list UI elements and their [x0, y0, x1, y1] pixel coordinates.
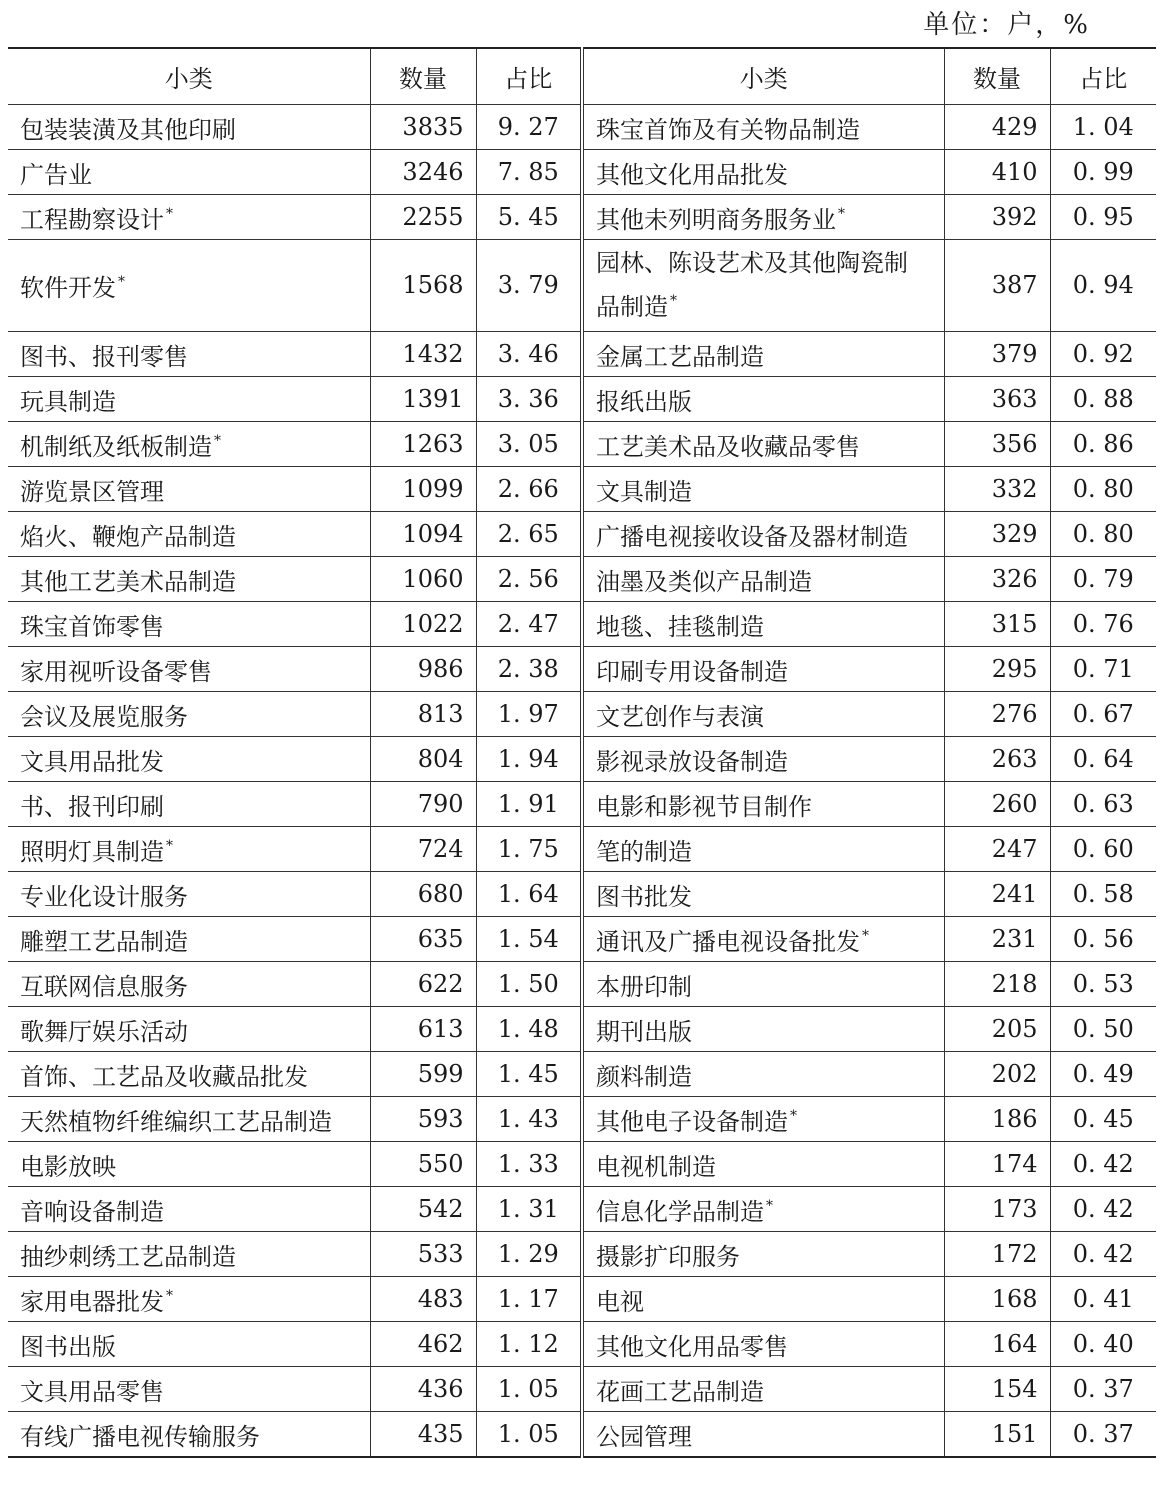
category-name: 图书出版: [20, 1332, 116, 1361]
footnote-mark: *: [166, 837, 173, 854]
category-cell-right: [582, 646, 944, 691]
table-row: [8, 511, 1156, 556]
share-cell-left: 1. 05: [476, 1411, 582, 1457]
category-cell-right: [582, 1366, 944, 1411]
count-cell-right: 218: [944, 961, 1050, 1006]
share-cell-left: 2. 65: [476, 511, 582, 556]
category-name: 包装装潢及其他印刷: [20, 115, 236, 144]
category-name: 期刊出版: [596, 1017, 692, 1046]
share-cell-right: 0. 60: [1050, 826, 1156, 871]
count-cell-right: 172: [944, 1231, 1050, 1276]
count-cell-left: 680: [370, 871, 476, 916]
category-cell-right: [582, 691, 944, 736]
count-cell-left: 550: [370, 1141, 476, 1186]
category-cell-left: [8, 1366, 370, 1411]
category-name: 工艺美术品及收藏品零售: [596, 432, 860, 461]
count-cell-right: 202: [944, 1051, 1050, 1096]
share-cell-left: 9. 27: [476, 104, 582, 149]
category-name: 文具用品零售: [20, 1377, 164, 1406]
category-name: 信息化学品制造: [596, 1197, 764, 1226]
category-cell-right: [582, 1411, 944, 1457]
category-cell-left: [8, 1096, 370, 1141]
share-cell-left: 1. 97: [476, 691, 582, 736]
share-cell-left: 1. 12: [476, 1321, 582, 1366]
share-cell-left: 2. 38: [476, 646, 582, 691]
count-cell-right: 205: [944, 1006, 1050, 1051]
table-row: [8, 1276, 1156, 1321]
share-cell-left: 5. 45: [476, 194, 582, 239]
count-cell-right: 168: [944, 1276, 1050, 1321]
category-name: 园林、陈设艺术及其他陶瓷制品制造: [596, 249, 908, 321]
table-row: [8, 1006, 1156, 1051]
share-cell-left: 2. 56: [476, 556, 582, 601]
category-name: 花画工艺品制造: [596, 1377, 764, 1406]
category-name: 软件开发: [20, 274, 116, 302]
unit-label: 单位：户，%: [923, 10, 1090, 40]
category-name: 颜料制造: [596, 1062, 692, 1091]
share-cell-right: 0. 99: [1050, 149, 1156, 194]
category-name: 电影放映: [20, 1152, 116, 1181]
category-name: 首饰、工艺品及收藏品批发: [20, 1062, 308, 1091]
share-cell-left: 1. 50: [476, 961, 582, 1006]
table-row: [8, 104, 1156, 149]
table-row: [8, 1411, 1156, 1457]
category-cell-right: [582, 331, 944, 376]
count-cell-right: 410: [944, 149, 1050, 194]
category-cell-left: [8, 1141, 370, 1186]
category-cell-right: [582, 871, 944, 916]
category-name: 本册印制: [596, 972, 692, 1001]
count-cell-right: 295: [944, 646, 1050, 691]
share-cell-left: 3. 79: [476, 239, 582, 331]
share-cell-right: 0. 42: [1050, 1186, 1156, 1231]
category-name: 抽纱刺绣工艺品制造: [20, 1242, 236, 1271]
share-cell-right: 0. 67: [1050, 691, 1156, 736]
count-cell-left: 3835: [370, 104, 476, 149]
category-name: 其他文化用品批发: [596, 160, 788, 189]
footnote-mark: *: [766, 1197, 773, 1214]
category-name: 有线广播电视传输服务: [20, 1422, 260, 1451]
share-cell-right: 0. 76: [1050, 601, 1156, 646]
category-cell-left: [8, 781, 370, 826]
category-name: 机制纸及纸板制造: [20, 432, 212, 461]
category-name: 印刷专用设备制造: [596, 657, 788, 686]
count-cell-right: 315: [944, 601, 1050, 646]
share-cell-right: 0. 86: [1050, 421, 1156, 466]
category-name: 公园管理: [596, 1422, 692, 1451]
category-name: 电视机制造: [596, 1152, 716, 1181]
category-name: 专业化设计服务: [20, 882, 188, 911]
category-cell-left: [8, 376, 370, 421]
share-cell-right: 0. 50: [1050, 1006, 1156, 1051]
count-cell-right: 231: [944, 916, 1050, 961]
share-cell-left: 1. 54: [476, 916, 582, 961]
category-cell-right: [582, 1276, 944, 1321]
category-cell-left: [8, 1186, 370, 1231]
table-row: [8, 1096, 1156, 1141]
count-cell-left: 436: [370, 1366, 476, 1411]
category-cell-right: [582, 239, 944, 331]
category-cell-right: [582, 421, 944, 466]
share-cell-left: 3. 46: [476, 331, 582, 376]
table-row: [8, 826, 1156, 871]
category-cell-left: [8, 331, 370, 376]
count-cell-right: 356: [944, 421, 1050, 466]
category-cell-right: [582, 916, 944, 961]
category-cell-right: [582, 466, 944, 511]
count-cell-left: 1060: [370, 556, 476, 601]
footnote-mark: *: [166, 205, 173, 222]
count-cell-left: 435: [370, 1411, 476, 1457]
count-cell-right: 276: [944, 691, 1050, 736]
category-name: 文具用品批发: [20, 747, 164, 776]
industry-table: [8, 47, 1156, 1458]
share-cell-left: 2. 47: [476, 601, 582, 646]
category-cell-left: [8, 149, 370, 194]
category-cell-left: [8, 466, 370, 511]
category-name: 广播电视接收设备及器材制造: [596, 522, 908, 551]
count-cell-right: 326: [944, 556, 1050, 601]
header-count-left: 数量: [370, 48, 476, 104]
footnote-mark: *: [838, 205, 845, 222]
table-row: [8, 194, 1156, 239]
table-row: [8, 376, 1156, 421]
table-row: [8, 646, 1156, 691]
category-cell-right: [582, 1006, 944, 1051]
count-cell-right: 260: [944, 781, 1050, 826]
count-cell-right: 387: [944, 239, 1050, 331]
category-name: 图书、报刊零售: [20, 342, 188, 371]
category-cell-left: [8, 916, 370, 961]
share-cell-right: 0. 53: [1050, 961, 1156, 1006]
category-cell-left: [8, 1051, 370, 1096]
header-count-right: 数量: [944, 48, 1050, 104]
share-cell-right: 0. 37: [1050, 1411, 1156, 1457]
category-cell-left: [8, 421, 370, 466]
category-cell-left: [8, 104, 370, 149]
category-name: 珠宝首饰零售: [20, 612, 164, 641]
category-cell-right: [582, 1051, 944, 1096]
category-cell-left: [8, 826, 370, 871]
share-cell-right: 0. 49: [1050, 1051, 1156, 1096]
count-cell-right: 186: [944, 1096, 1050, 1141]
category-cell-right: [582, 736, 944, 781]
share-cell-right: 0. 95: [1050, 194, 1156, 239]
count-cell-left: 790: [370, 781, 476, 826]
category-cell-right: [582, 1141, 944, 1186]
count-cell-left: 599: [370, 1051, 476, 1096]
header-category-right: 小类: [582, 48, 944, 104]
table-row: [8, 871, 1156, 916]
footnote-mark: *: [214, 432, 221, 449]
category-name: 照明灯具制造: [20, 837, 164, 866]
category-cell-left: [8, 961, 370, 1006]
category-cell-right: [582, 781, 944, 826]
category-name: 笔的制造: [596, 837, 692, 866]
category-name: 地毯、挂毯制造: [596, 612, 764, 641]
category-cell-left: [8, 239, 370, 331]
header-category-left: 小类: [8, 48, 370, 104]
category-name: 游览景区管理: [20, 477, 164, 506]
share-cell-left: 1. 94: [476, 736, 582, 781]
category-cell-left: [8, 1006, 370, 1051]
table-row: [8, 1366, 1156, 1411]
category-cell-right: [582, 1231, 944, 1276]
share-cell-left: 1. 31: [476, 1186, 582, 1231]
category-name: 音响设备制造: [20, 1197, 164, 1226]
category-name: 通讯及广播电视设备批发: [596, 927, 860, 956]
share-cell-left: 1. 91: [476, 781, 582, 826]
category-cell-left: [8, 646, 370, 691]
category-cell-left: [8, 556, 370, 601]
category-cell-right: [582, 601, 944, 646]
count-cell-left: 462: [370, 1321, 476, 1366]
count-cell-right: 392: [944, 194, 1050, 239]
share-cell-right: 0. 42: [1050, 1231, 1156, 1276]
count-cell-right: 332: [944, 466, 1050, 511]
category-cell-right: [582, 961, 944, 1006]
count-cell-left: 1263: [370, 421, 476, 466]
count-cell-right: 241: [944, 871, 1050, 916]
count-cell-right: 379: [944, 331, 1050, 376]
share-cell-right: 0. 37: [1050, 1366, 1156, 1411]
table-row: [8, 1231, 1156, 1276]
count-cell-left: 2255: [370, 194, 476, 239]
category-cell-right: [582, 1321, 944, 1366]
category-name: 其他工艺美术品制造: [20, 567, 236, 596]
share-cell-left: 1. 48: [476, 1006, 582, 1051]
header-share-right: 占比: [1050, 48, 1156, 104]
category-name: 珠宝首饰及有关物品制造: [596, 115, 860, 144]
category-name: 文具制造: [596, 477, 692, 506]
category-cell-left: [8, 1411, 370, 1457]
table-row: [8, 331, 1156, 376]
share-cell-right: 0. 79: [1050, 556, 1156, 601]
count-cell-right: 429: [944, 104, 1050, 149]
category-cell-left: [8, 1276, 370, 1321]
table-row: [8, 466, 1156, 511]
table-row: [8, 239, 1156, 331]
table-row: [8, 1186, 1156, 1231]
share-cell-right: 1. 04: [1050, 104, 1156, 149]
table-row: [8, 556, 1156, 601]
count-cell-left: 3246: [370, 149, 476, 194]
category-cell-right: [582, 1186, 944, 1231]
category-name: 家用电器批发: [20, 1287, 164, 1316]
share-cell-left: 3. 05: [476, 421, 582, 466]
count-cell-right: 363: [944, 376, 1050, 421]
category-name: 电视: [596, 1287, 644, 1316]
table-row: [8, 691, 1156, 736]
count-cell-right: 154: [944, 1366, 1050, 1411]
header-share-left: 占比: [476, 48, 582, 104]
share-cell-left: 1. 05: [476, 1366, 582, 1411]
count-cell-left: 1094: [370, 511, 476, 556]
count-cell-left: 1099: [370, 466, 476, 511]
share-cell-right: 0. 88: [1050, 376, 1156, 421]
category-cell-left: [8, 1321, 370, 1366]
table-row: [8, 421, 1156, 466]
count-cell-left: 483: [370, 1276, 476, 1321]
share-cell-right: 0. 71: [1050, 646, 1156, 691]
count-cell-left: 1568: [370, 239, 476, 331]
count-cell-left: 724: [370, 826, 476, 871]
category-name: 文艺创作与表演: [596, 702, 764, 731]
footnote-mark: *: [790, 1107, 797, 1124]
share-cell-left: 1. 43: [476, 1096, 582, 1141]
count-cell-right: 151: [944, 1411, 1050, 1457]
category-cell-left: [8, 1231, 370, 1276]
table-row: [8, 961, 1156, 1006]
count-cell-left: 986: [370, 646, 476, 691]
share-cell-left: 2. 66: [476, 466, 582, 511]
count-cell-right: 173: [944, 1186, 1050, 1231]
category-name: 影视录放设备制造: [596, 747, 788, 776]
table-row: [8, 149, 1156, 194]
category-cell-right: [582, 376, 944, 421]
count-cell-left: 804: [370, 736, 476, 781]
table-row: [8, 1051, 1156, 1096]
footnote-mark: *: [670, 293, 677, 309]
share-cell-right: 0. 56: [1050, 916, 1156, 961]
category-name: 工程勘察设计: [20, 205, 164, 234]
category-name: 广告业: [20, 160, 92, 189]
header-row: [8, 48, 1156, 104]
share-cell-right: 0. 94: [1050, 239, 1156, 331]
count-cell-left: 635: [370, 916, 476, 961]
count-cell-left: 533: [370, 1231, 476, 1276]
share-cell-right: 0. 45: [1050, 1096, 1156, 1141]
category-cell-right: [582, 556, 944, 601]
count-cell-left: 542: [370, 1186, 476, 1231]
category-cell-left: [8, 736, 370, 781]
share-cell-right: 0. 63: [1050, 781, 1156, 826]
share-cell-left: 1. 45: [476, 1051, 582, 1096]
count-cell-right: 329: [944, 511, 1050, 556]
table-row: [8, 736, 1156, 781]
category-name: 报纸出版: [596, 387, 692, 416]
share-cell-right: 0. 80: [1050, 466, 1156, 511]
category-cell-left: [8, 194, 370, 239]
category-name: 天然植物纤维编织工艺品制造: [20, 1107, 332, 1136]
category-cell-right: [582, 194, 944, 239]
category-name: 其他未列明商务服务业: [596, 205, 836, 234]
category-name: 电影和影视节目制作: [596, 792, 812, 821]
category-cell-right: [582, 1096, 944, 1141]
category-name: 书、报刊印刷: [20, 792, 164, 821]
category-name: 互联网信息服务: [20, 972, 188, 1001]
category-name: 摄影扩印服务: [596, 1242, 740, 1271]
category-name: 焰火、鞭炮产品制造: [20, 522, 236, 551]
category-name: 雕塑工艺品制造: [20, 927, 188, 956]
count-cell-left: 1022: [370, 601, 476, 646]
table-row: [8, 1141, 1156, 1186]
count-cell-left: 622: [370, 961, 476, 1006]
category-cell-left: [8, 691, 370, 736]
table-row: [8, 781, 1156, 826]
footnote-mark: *: [118, 274, 125, 290]
count-cell-right: 174: [944, 1141, 1050, 1186]
category-name: 金属工艺品制造: [596, 342, 764, 371]
share-cell-right: 0. 40: [1050, 1321, 1156, 1366]
share-cell-left: 1. 17: [476, 1276, 582, 1321]
category-cell-right: [582, 104, 944, 149]
count-cell-left: 613: [370, 1006, 476, 1051]
category-name: 图书批发: [596, 882, 692, 911]
category-name: 会议及展览服务: [20, 702, 188, 731]
category-name: 家用视听设备零售: [20, 657, 212, 686]
category-cell-left: [8, 871, 370, 916]
category-cell-right: [582, 149, 944, 194]
count-cell-left: 593: [370, 1096, 476, 1141]
category-name: 其他电子设备制造: [596, 1107, 788, 1136]
count-cell-right: 164: [944, 1321, 1050, 1366]
share-cell-right: 0. 80: [1050, 511, 1156, 556]
share-cell-right: 0. 92: [1050, 331, 1156, 376]
count-cell-left: 1432: [370, 331, 476, 376]
share-cell-left: 7. 85: [476, 149, 582, 194]
share-cell-left: 1. 29: [476, 1231, 582, 1276]
share-cell-left: 3. 36: [476, 376, 582, 421]
share-cell-left: 1. 64: [476, 871, 582, 916]
count-cell-right: 263: [944, 736, 1050, 781]
category-cell-left: [8, 511, 370, 556]
count-cell-left: 1391: [370, 376, 476, 421]
share-cell-left: 1. 33: [476, 1141, 582, 1186]
count-cell-right: 247: [944, 826, 1050, 871]
table-row: [8, 916, 1156, 961]
footnote-mark: *: [166, 1287, 173, 1304]
share-cell-right: 0. 58: [1050, 871, 1156, 916]
count-cell-left: 813: [370, 691, 476, 736]
table-row: [8, 1321, 1156, 1366]
category-name: 其他文化用品零售: [596, 1332, 788, 1361]
share-cell-left: 1. 75: [476, 826, 582, 871]
share-cell-right: 0. 41: [1050, 1276, 1156, 1321]
category-name: 油墨及类似产品制造: [596, 567, 812, 596]
category-cell-right: [582, 826, 944, 871]
category-name: 歌舞厅娱乐活动: [20, 1017, 188, 1046]
category-name: 玩具制造: [20, 387, 116, 416]
share-cell-right: 0. 64: [1050, 736, 1156, 781]
footnote-mark: *: [862, 927, 869, 944]
table-row: [8, 601, 1156, 646]
share-cell-right: 0. 42: [1050, 1141, 1156, 1186]
category-cell-left: [8, 601, 370, 646]
category-cell-right: [582, 511, 944, 556]
